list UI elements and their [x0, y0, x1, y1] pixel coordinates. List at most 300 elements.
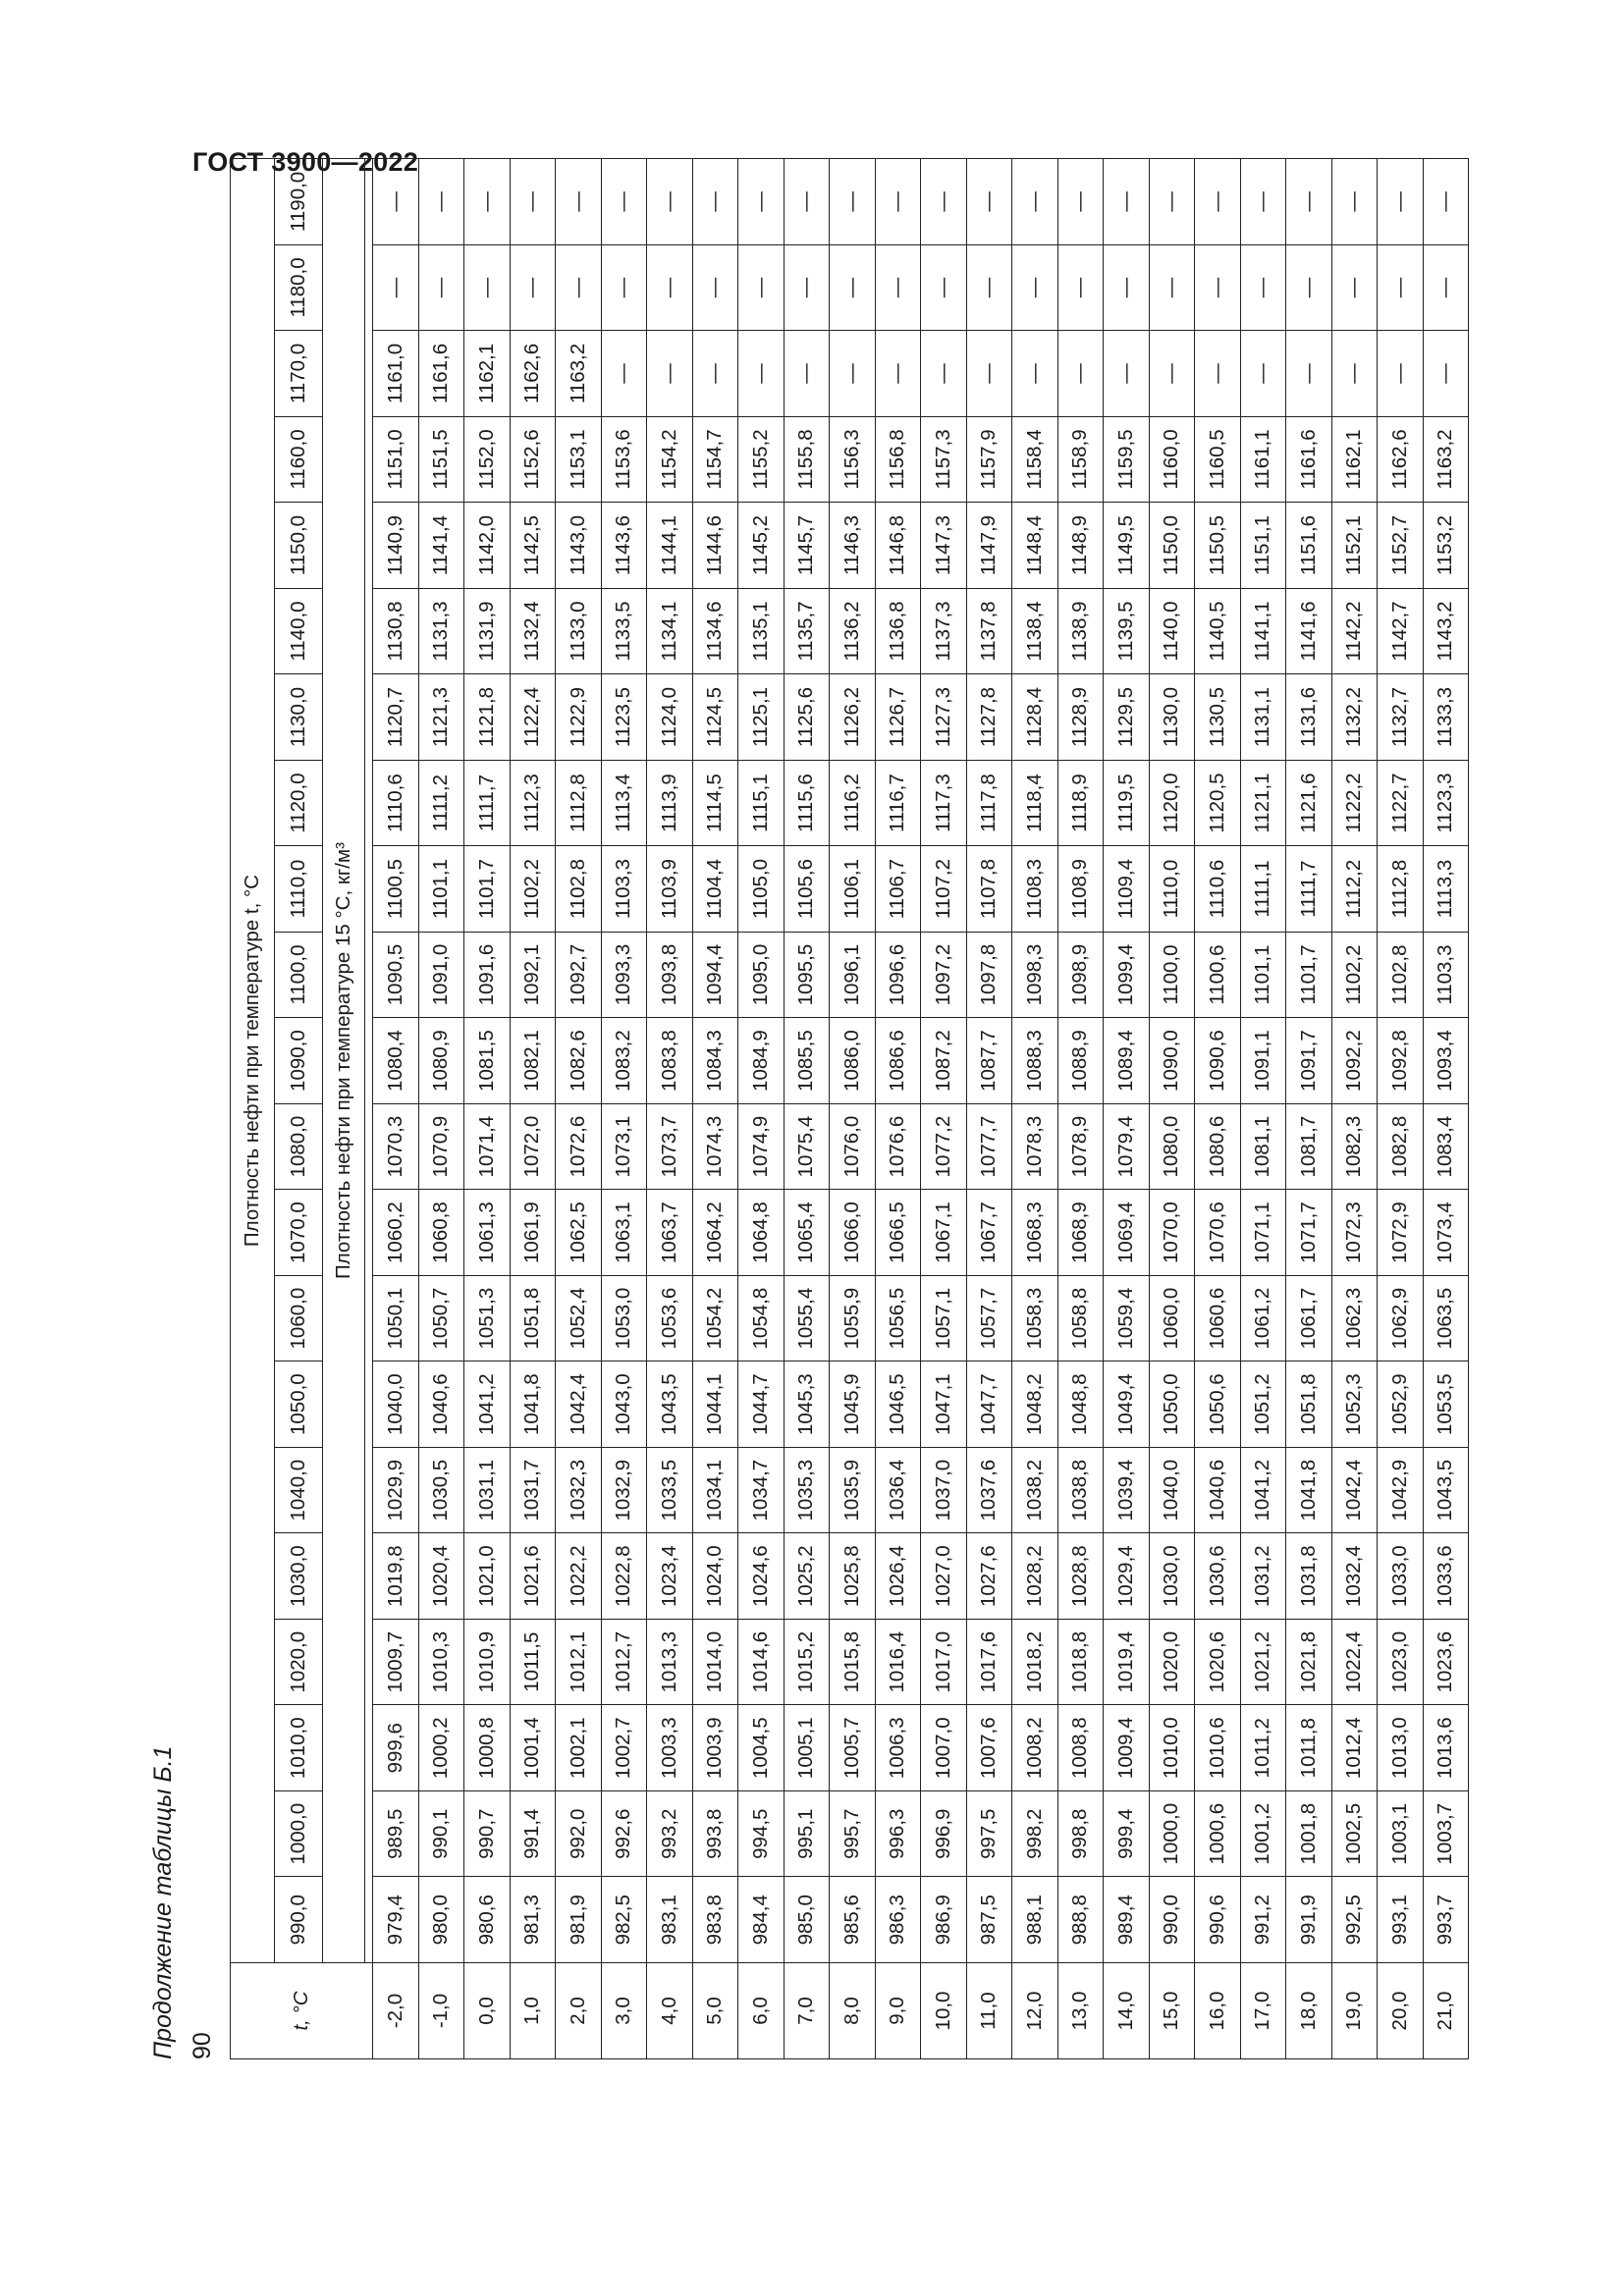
- density-cell: 1011,5: [510, 1619, 556, 1705]
- density-cell: 1115,1: [738, 760, 785, 846]
- density-cell: 1138,4: [1012, 588, 1058, 674]
- density-cell: —: [966, 244, 1012, 331]
- density-cell: 1024,6: [738, 1533, 785, 1620]
- density-cell: 995,7: [830, 1790, 876, 1877]
- density-cell: 1136,8: [875, 588, 921, 674]
- table-row: [1057, 159, 1104, 2059]
- density-column-header: 1070,0: [275, 1190, 323, 1276]
- density-cell: 1014,0: [692, 1619, 738, 1705]
- density-cell: 1154,7: [692, 416, 738, 503]
- density-cell: 1050,0: [1149, 1362, 1195, 1448]
- density-cell: 1031,8: [1286, 1533, 1332, 1620]
- density-cell: 1076,6: [875, 1103, 921, 1190]
- density-values-header-row: [275, 159, 323, 2059]
- density-cell: 990,0: [1149, 1877, 1195, 1963]
- density-column-header: 1050,0: [275, 1362, 323, 1448]
- density-cell: 999,6: [373, 1705, 419, 1791]
- density-cell: 1134,1: [647, 588, 693, 674]
- density-cell: 1013,3: [647, 1619, 693, 1705]
- density-cell: 1100,6: [1195, 932, 1241, 1018]
- density-cell: —: [738, 331, 785, 417]
- density-cell: 980,6: [464, 1877, 511, 1963]
- density-cell: 1050,7: [418, 1275, 464, 1362]
- density-cell: —: [1286, 244, 1332, 331]
- density-column-header: 1010,0: [275, 1705, 323, 1791]
- density-cell: 1015,8: [830, 1619, 876, 1705]
- density-cell: 1112,3: [510, 760, 556, 846]
- density-cell: 1071,7: [1286, 1190, 1332, 1276]
- table-row: [692, 159, 738, 2059]
- density-cell: 1079,4: [1104, 1103, 1150, 1190]
- density-cell: 1038,2: [1012, 1447, 1058, 1533]
- density-cell: —: [464, 159, 511, 245]
- density-cell: 1008,8: [1057, 1705, 1104, 1791]
- density-cell: 1020,0: [1149, 1619, 1195, 1705]
- density-cell: —: [1012, 244, 1058, 331]
- density-cell: —: [647, 331, 693, 417]
- density-cell: 1157,9: [966, 416, 1012, 503]
- density-cell: 1063,1: [601, 1190, 647, 1276]
- density-cell: 1092,8: [1378, 1018, 1424, 1104]
- temperature-cell: 13,0: [1057, 1963, 1104, 2059]
- table-row: [373, 159, 419, 2059]
- table-row: [556, 159, 602, 2059]
- density-cell: 1032,3: [556, 1447, 602, 1533]
- density-cell: 1064,2: [692, 1190, 738, 1276]
- density-cell: 1117,3: [921, 760, 967, 846]
- density-cell: 1117,8: [966, 760, 1012, 846]
- density-cell: 1105,0: [738, 846, 785, 933]
- density-cell: —: [966, 331, 1012, 417]
- density-cell: 989,4: [1104, 1877, 1150, 1963]
- density-cell: 1151,1: [1240, 503, 1286, 589]
- density-cell: 1146,3: [830, 503, 876, 589]
- table-row: [1423, 159, 1469, 2059]
- density-cell: 1015,2: [784, 1619, 830, 1705]
- density-cell: 1081,5: [464, 1018, 511, 1104]
- density-cell: 1052,9: [1378, 1362, 1424, 1448]
- density-cell: 1039,4: [1104, 1447, 1150, 1533]
- density-cell: 1022,4: [1331, 1619, 1378, 1705]
- density-column-header: 1130,0: [275, 674, 323, 761]
- density-cell: 1071,4: [464, 1103, 511, 1190]
- density-cell: 1111,7: [1286, 846, 1332, 933]
- temperature-cell: 15,0: [1149, 1963, 1195, 2059]
- density-cell: 1054,8: [738, 1275, 785, 1362]
- density-cell: 1042,4: [556, 1362, 602, 1448]
- density-cell: 1018,2: [1012, 1619, 1058, 1705]
- density-cell: 1012,7: [601, 1619, 647, 1705]
- density-cell: 987,5: [966, 1877, 1012, 1963]
- density-cell: 1081,1: [1240, 1103, 1286, 1190]
- temperature-cell: 16,0: [1195, 1963, 1241, 2059]
- density-column-header: 1160,0: [275, 416, 323, 503]
- density-cell: 1153,6: [601, 416, 647, 503]
- density-cell: 1102,8: [1378, 932, 1424, 1018]
- density-cell: —: [1195, 159, 1241, 245]
- density-cell: 1158,9: [1057, 416, 1104, 503]
- density-cell: 1111,7: [464, 760, 511, 846]
- density-cell: —: [1378, 159, 1424, 245]
- density-cell: 1156,8: [875, 416, 921, 503]
- density-cell: 1140,0: [1149, 588, 1195, 674]
- temperature-cell: 21,0: [1423, 1963, 1469, 2059]
- density-cell: 1067,7: [966, 1190, 1012, 1276]
- density-cell: 1141,4: [418, 503, 464, 589]
- density-cell: 1159,5: [1104, 416, 1150, 503]
- density-cell: 1083,8: [647, 1018, 693, 1104]
- density-cell: 1142,7: [1378, 588, 1424, 674]
- density-cell: 1051,3: [464, 1275, 511, 1362]
- density-cell: 1114,5: [692, 760, 738, 846]
- density-cell: 1040,0: [1149, 1447, 1195, 1533]
- density-cell: 1080,9: [418, 1018, 464, 1104]
- density-cell: —: [510, 244, 556, 331]
- density-cell: 1047,1: [921, 1362, 967, 1448]
- density-cell: 983,1: [647, 1877, 693, 1963]
- density-cell: 1007,6: [966, 1705, 1012, 1791]
- table-row: [647, 159, 693, 2059]
- density-cell: 1019,8: [373, 1533, 419, 1620]
- density-cell: 1125,1: [738, 674, 785, 761]
- density-cell: 988,1: [1012, 1877, 1058, 1963]
- density-cell: 1014,6: [738, 1619, 785, 1705]
- density-cell: 1160,0: [1149, 416, 1195, 503]
- density-cell: 1151,0: [373, 416, 419, 503]
- density-cell: 1051,2: [1240, 1362, 1286, 1448]
- density-cell: 1121,3: [418, 674, 464, 761]
- density-cell: 1062,3: [1331, 1275, 1378, 1362]
- density-cell: 1130,0: [1149, 674, 1195, 761]
- density-cell: 1042,9: [1378, 1447, 1424, 1533]
- density-cell: —: [510, 159, 556, 245]
- density-cell: 1060,8: [418, 1190, 464, 1276]
- density-cell: —: [921, 331, 967, 417]
- density-cell: 1004,5: [738, 1705, 785, 1791]
- density-cell: 1066,0: [830, 1190, 876, 1276]
- density-cell: 1132,4: [510, 588, 556, 674]
- density-cell: 991,9: [1286, 1877, 1332, 1963]
- density-cell: 1059,4: [1104, 1275, 1150, 1362]
- density-cell: 991,2: [1240, 1877, 1286, 1963]
- density-cell: 1077,2: [921, 1103, 967, 1190]
- density-cell: —: [601, 159, 647, 245]
- table-row: [830, 159, 876, 2059]
- density-cell: 1041,2: [1240, 1447, 1286, 1533]
- density-cell: —: [418, 244, 464, 331]
- table-row: [784, 159, 830, 2059]
- density-cell: 1001,2: [1240, 1790, 1286, 1877]
- density-cell: —: [556, 159, 602, 245]
- density-cell: 1089,4: [1104, 1018, 1150, 1104]
- table-row: [418, 159, 464, 2059]
- density-cell: 1068,9: [1057, 1190, 1104, 1276]
- density-cell: 1010,6: [1195, 1705, 1241, 1791]
- density-cell: 1110,6: [1195, 846, 1241, 933]
- table-row: [1012, 159, 1058, 2059]
- density-cell: 1143,2: [1423, 588, 1469, 674]
- density-cell: 1010,0: [1149, 1705, 1195, 1791]
- temperature-cell: 19,0: [1331, 1963, 1378, 2059]
- density-cell: 1074,9: [738, 1103, 785, 1190]
- density-cell: 1013,0: [1378, 1705, 1424, 1791]
- density-cell: 1048,2: [1012, 1362, 1058, 1448]
- density-cell: 1127,3: [921, 674, 967, 761]
- density-cell: 1000,6: [1195, 1790, 1241, 1877]
- density-cell: —: [556, 244, 602, 331]
- density-cell: 1080,4: [373, 1018, 419, 1104]
- table-row: [1286, 159, 1332, 2059]
- density-cell: 1095,0: [738, 932, 785, 1018]
- density-cell: 1043,5: [647, 1362, 693, 1448]
- density-cell: 1163,2: [1423, 416, 1469, 503]
- density-column-header: 1040,0: [275, 1447, 323, 1533]
- density-cell: 980,0: [418, 1877, 464, 1963]
- density-cell: 1102,2: [1331, 932, 1378, 1018]
- density-cell: 1091,6: [464, 932, 511, 1018]
- density-cell: 985,6: [830, 1877, 876, 1963]
- density-cell: 1002,7: [601, 1705, 647, 1791]
- table-header-row: [231, 159, 275, 2059]
- density-cell: 1103,3: [1423, 932, 1469, 1018]
- density-cell: 1161,0: [373, 331, 419, 417]
- density-cell: —: [464, 244, 511, 331]
- density-cell: 1073,4: [1423, 1190, 1469, 1276]
- density-cell: —: [1240, 331, 1286, 417]
- density-cell: 990,6: [1195, 1877, 1241, 1963]
- density-cell: 986,9: [921, 1877, 967, 1963]
- density-cell: 1000,2: [418, 1705, 464, 1791]
- density-cell: 1095,5: [784, 932, 830, 1018]
- density-cell: 992,0: [556, 1790, 602, 1877]
- density-cell: 1088,9: [1057, 1018, 1104, 1104]
- temperature-cell: 18,0: [1286, 1963, 1332, 2059]
- density-cell: 1012,1: [556, 1619, 602, 1705]
- density-cell: 1034,1: [692, 1447, 738, 1533]
- density-cell: —: [1331, 331, 1378, 417]
- density-cell: 1121,6: [1286, 760, 1332, 846]
- density-cell: 1100,0: [1149, 932, 1195, 1018]
- spacer-cell: [365, 159, 373, 1963]
- density-cell: —: [1012, 159, 1058, 245]
- density-cell: 992,5: [1331, 1877, 1378, 1963]
- density-cell: 1062,5: [556, 1190, 602, 1276]
- temperature-cell: 8,0: [830, 1963, 876, 2059]
- density-cell: 1137,3: [921, 588, 967, 674]
- density-cell: 1103,3: [601, 846, 647, 933]
- density-cell: 1122,9: [556, 674, 602, 761]
- density-cell: 1133,3: [1423, 674, 1469, 761]
- density-cell: 1017,6: [966, 1619, 1012, 1705]
- density-cell: 1151,5: [418, 416, 464, 503]
- density-cell: 1152,7: [1378, 503, 1424, 589]
- density-cell: 1048,8: [1057, 1362, 1104, 1448]
- density-cell: 1147,9: [966, 503, 1012, 589]
- temperature-column-header: t, °С: [231, 1963, 373, 2059]
- density-cell: 1115,6: [784, 760, 830, 846]
- density-cell: —: [692, 244, 738, 331]
- density-cell: 1142,0: [464, 503, 511, 589]
- density-cell: —: [1423, 331, 1469, 417]
- page-number: 90: [189, 2032, 216, 2059]
- density-cell: 1152,0: [464, 416, 511, 503]
- density-cell: 1021,6: [510, 1533, 556, 1620]
- density-cell: 1162,1: [464, 331, 511, 417]
- density-cell: 1141,6: [1286, 588, 1332, 674]
- density-cell: 1051,8: [1286, 1362, 1332, 1448]
- density-cell: 1002,5: [1331, 1790, 1378, 1877]
- density-cell: —: [601, 244, 647, 331]
- density-cell: 1161,6: [1286, 416, 1332, 503]
- density-cell: 1140,9: [373, 503, 419, 589]
- density-at-temperature-header: Плотность нефти при температуре t, °С: [231, 159, 275, 1963]
- density-cell: 1162,1: [1331, 416, 1378, 503]
- density-cell: 1076,0: [830, 1103, 876, 1190]
- density-cell: 993,7: [1423, 1877, 1469, 1963]
- density-column-header: 1110,0: [275, 846, 323, 933]
- density-cell: 1106,1: [830, 846, 876, 933]
- density-cell: 1032,4: [1331, 1533, 1378, 1620]
- temperature-cell: 7,0: [784, 1963, 830, 2059]
- density-cell: 1081,7: [1286, 1103, 1332, 1190]
- density-cell: —: [921, 159, 967, 245]
- density-cell: 1021,2: [1240, 1619, 1286, 1705]
- density-cell: 1067,1: [921, 1190, 967, 1276]
- density-cell: 1099,4: [1104, 932, 1150, 1018]
- density-cell: 1003,1: [1378, 1790, 1424, 1877]
- density-cell: —: [738, 244, 785, 331]
- density-cell: 1011,8: [1286, 1705, 1332, 1791]
- density-cell: 1104,4: [692, 846, 738, 933]
- density-cell: 1094,4: [692, 932, 738, 1018]
- density-cell: 1023,6: [1423, 1619, 1469, 1705]
- density-cell: 1072,3: [1331, 1190, 1378, 1276]
- density-cell: 1101,1: [1240, 932, 1286, 1018]
- density-cell: 1023,4: [647, 1533, 693, 1620]
- density-cell: 1061,2: [1240, 1275, 1286, 1362]
- density-column-header: 1180,0: [275, 244, 323, 331]
- table-row: [1149, 159, 1195, 2059]
- density-cell: 1040,0: [373, 1362, 419, 1448]
- density-cell: 1162,6: [510, 331, 556, 417]
- density-cell: 1063,5: [1423, 1275, 1469, 1362]
- density-cell: 1053,0: [601, 1275, 647, 1362]
- density-cell: 1135,7: [784, 588, 830, 674]
- density-cell: 1135,1: [738, 588, 785, 674]
- density-cell: 1107,8: [966, 846, 1012, 933]
- density-cell: 1061,3: [464, 1190, 511, 1276]
- density-cell: 1072,0: [510, 1103, 556, 1190]
- density-cell: 1132,7: [1378, 674, 1424, 761]
- density-cell: —: [830, 159, 876, 245]
- density-cell: 1113,4: [601, 760, 647, 846]
- density-cell: 1078,9: [1057, 1103, 1104, 1190]
- density-cell: —: [921, 244, 967, 331]
- density-cell: 1070,9: [418, 1103, 464, 1190]
- density-cell: 1093,4: [1423, 1018, 1469, 1104]
- density-cell: 1087,2: [921, 1018, 967, 1104]
- density-cell: 1058,8: [1057, 1275, 1104, 1362]
- density-cell: 1078,3: [1012, 1103, 1058, 1190]
- density-cell: 1038,8: [1057, 1447, 1104, 1533]
- density-cell: 1111,2: [418, 760, 464, 846]
- table-row: [966, 159, 1012, 2059]
- table-row: [464, 159, 511, 2059]
- density-cell: 1080,0: [1149, 1103, 1195, 1190]
- density-cell: —: [1149, 244, 1195, 331]
- table-row: [601, 159, 647, 2059]
- density-cell: 1050,1: [373, 1275, 419, 1362]
- standard-header: ГОСТ 3900—2022: [192, 147, 419, 177]
- density-cell: 1098,3: [1012, 932, 1058, 1018]
- density-cell: 1029,9: [373, 1447, 419, 1533]
- density-cell: 1144,6: [692, 503, 738, 589]
- table-row: [875, 159, 921, 2059]
- table-row: [1378, 159, 1424, 2059]
- density-cell: 1152,1: [1331, 503, 1378, 589]
- density-cell: 1060,0: [1149, 1275, 1195, 1362]
- density-cell: —: [784, 331, 830, 417]
- density-cell: 1142,2: [1331, 588, 1378, 674]
- density-cell: 1137,8: [966, 588, 1012, 674]
- density-cell: 1126,7: [875, 674, 921, 761]
- density-cell: 1028,8: [1057, 1533, 1104, 1620]
- density-cell: 1044,7: [738, 1362, 785, 1448]
- density-cell: —: [1057, 331, 1104, 417]
- density-cell: 1052,3: [1331, 1362, 1378, 1448]
- density-cell: —: [1012, 331, 1058, 417]
- density-cell: 1150,0: [1149, 503, 1195, 589]
- density-cell: 1152,6: [510, 416, 556, 503]
- density-cell: 1035,3: [784, 1447, 830, 1533]
- density-cell: 1064,8: [738, 1190, 785, 1276]
- density-column-header: 1190,0: [275, 159, 323, 245]
- spacer-row: [365, 159, 373, 2059]
- density-cell: 1092,7: [556, 932, 602, 1018]
- density-cell: —: [875, 331, 921, 417]
- density-cell: —: [692, 331, 738, 417]
- density-cell: 1082,3: [1331, 1103, 1378, 1190]
- density-cell: 1122,2: [1331, 760, 1378, 846]
- density-cell: 1147,3: [921, 503, 967, 589]
- density-cell: 1040,6: [418, 1362, 464, 1448]
- density-cell: 1045,3: [784, 1362, 830, 1448]
- temperature-cell: 20,0: [1378, 1963, 1424, 2059]
- density-cell: 1121,8: [464, 674, 511, 761]
- density-cell: 1056,5: [875, 1275, 921, 1362]
- density-cell: 1045,9: [830, 1362, 876, 1448]
- density-cell: 1074,3: [692, 1103, 738, 1190]
- density-cell: 1037,6: [966, 1447, 1012, 1533]
- density-column-header: 1090,0: [275, 1018, 323, 1104]
- temperature-cell: 1,0: [510, 1963, 556, 2059]
- temperature-cell: 10,0: [921, 1963, 967, 2059]
- density-cell: 1041,2: [464, 1362, 511, 1448]
- density-cell: 990,7: [464, 1790, 511, 1877]
- density-cell: 1093,3: [601, 932, 647, 1018]
- density-cell: 1000,0: [1149, 1790, 1195, 1877]
- density-cell: 1060,2: [373, 1190, 419, 1276]
- density-cell: 1051,8: [510, 1275, 556, 1362]
- table-row: [1195, 159, 1241, 2059]
- density-cell: 1010,9: [464, 1619, 511, 1705]
- density-cell: 1108,3: [1012, 846, 1058, 933]
- table-row: [1331, 159, 1378, 2059]
- density-at-15c-text: Плотность нефти при температуре 15 °С, кг/м³: [331, 842, 354, 1280]
- density-cell: —: [1423, 159, 1469, 245]
- temperature-cell: 0,0: [464, 1963, 511, 2059]
- temperature-cell: 4,0: [647, 1963, 693, 2059]
